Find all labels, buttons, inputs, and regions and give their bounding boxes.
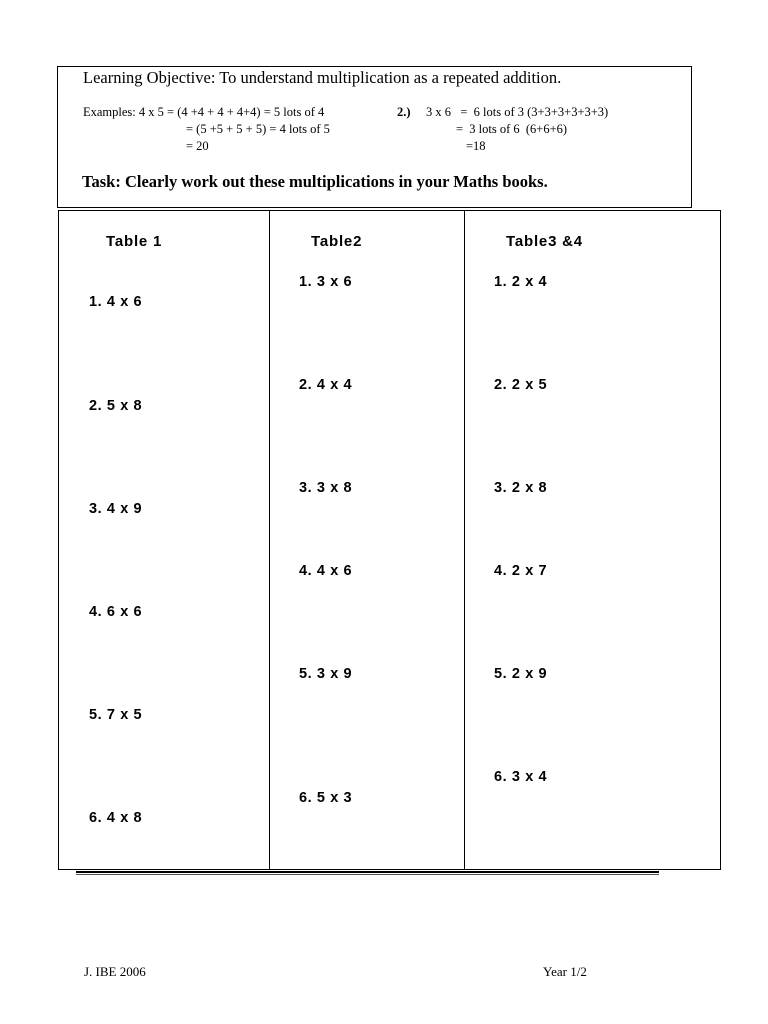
task-instruction: Task: Clearly work out these multiplications in your Maths books. [82, 172, 548, 191]
example1-line2: = (5 +5 + 5 + 5) = 4 lots of 5 [186, 122, 330, 136]
learning-objective-box [57, 66, 692, 208]
table1-question-3: 3. 4 x 9 [89, 501, 143, 517]
multiplication-table-box [58, 210, 721, 870]
table3-4-question-6: 6. 3 x 4 [494, 769, 548, 785]
table2-question-1: 1. 3 x 6 [299, 274, 353, 290]
column-divider [269, 211, 270, 869]
table1-question-1: 1. 4 x 6 [89, 294, 143, 310]
bottom-rule [76, 871, 659, 873]
table2-question-2: 2. 4 x 4 [299, 377, 353, 393]
example2-line2: = 3 lots of 6 (6+6+6) [456, 122, 568, 136]
column-divider [464, 211, 465, 869]
table1-question-4: 4. 6 x 6 [89, 604, 143, 620]
learning-objective-title: Learning Objective: To understand multiplication as a repeated addition. [83, 68, 562, 87]
table3-4-question-3: 3. 2 x 8 [494, 480, 548, 496]
table2-question-3: 3. 3 x 8 [299, 480, 353, 496]
footer-year: Year 1/2 [543, 964, 587, 979]
footer-author: J. IBE 2006 [84, 964, 146, 979]
example1-line1: Examples: 4 x 5 = (4 +4 + 4 + 4+4) = 5 lots of 4 [83, 105, 325, 119]
table3-4-question-1: 1. 2 x 4 [494, 274, 548, 290]
table1-question-6: 6. 4 x 8 [89, 810, 143, 826]
table2-heading: Table2 [311, 233, 363, 250]
table1-heading: Table 1 [106, 233, 163, 250]
table1-question-5: 5. 7 x 5 [89, 707, 143, 723]
table3-4-question-5: 5. 2 x 9 [494, 666, 548, 682]
table3-4-question-2: 2. 2 x 5 [494, 377, 548, 393]
bottom-rule-shadow [76, 874, 659, 875]
table3-4-question-4: 4. 2 x 7 [494, 563, 548, 579]
example1-line3: = 20 [186, 139, 209, 153]
example2-line3: =18 [466, 139, 486, 153]
table3-4-heading: Table3 &4 [506, 233, 583, 250]
table2-question-5: 5. 3 x 9 [299, 666, 353, 682]
table1-question-2: 2. 5 x 8 [89, 398, 143, 414]
example2-line1: 3 x 6 = 6 lots of 3 (3+3+3+3+3+3) [426, 105, 609, 119]
example2-number: 2.) [397, 105, 411, 119]
table2-question-4: 4. 4 x 6 [299, 563, 353, 579]
table2-question-6: 6. 5 x 3 [299, 790, 353, 806]
